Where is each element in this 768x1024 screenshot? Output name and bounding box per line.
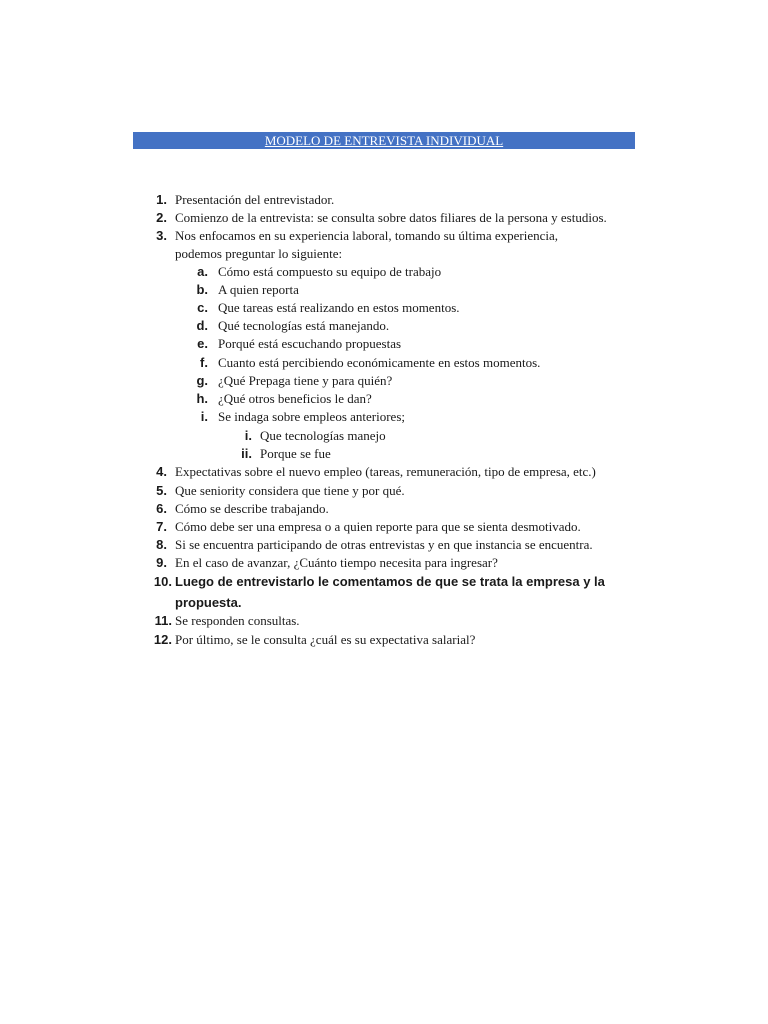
list-text: Se responden consultas. <box>175 613 300 628</box>
list-number: 10. <box>153 574 172 589</box>
list-text: Porqué está escuchando propuestas <box>218 336 402 351</box>
list-number: 2. <box>156 210 167 225</box>
list-letter: i. <box>200 409 208 424</box>
list-letter: f. <box>200 355 208 370</box>
list-number: 7. <box>156 519 167 534</box>
list-letter: d. <box>196 318 208 333</box>
list-roman: i. <box>244 428 252 443</box>
list-number: 5. <box>156 483 167 498</box>
document-title: MODELO DE ENTREVISTA INDIVIDUAL <box>264 133 504 148</box>
list-number: 6. <box>156 501 167 516</box>
list-text: Se indaga sobre empleos anteriores; <box>218 409 405 424</box>
list-number: 1. <box>156 192 167 207</box>
list-text: Que tecnologías manejo <box>260 428 386 443</box>
list-number: 12. <box>153 632 172 647</box>
list-text: Por último, se le consulta ¿cuál es su expectativa salarial? <box>175 632 476 647</box>
list-letter: g. <box>196 373 208 388</box>
list-text: Cómo está compuesto su equipo de trabajo <box>218 264 442 279</box>
list-number: 3. <box>156 228 167 243</box>
list-text: Cómo se describe trabajando. <box>175 501 329 516</box>
list-text: Comienzo de la entrevista: se consulta sobre datos filiares de la persona y estudios. <box>175 210 607 225</box>
list-text: En el caso de avanzar, ¿Cuánto tiempo necesita para ingresar? <box>175 555 498 570</box>
list-number: 4. <box>156 464 167 479</box>
list-text-bold: Luego de entrevistarlo le comentamos de que se trata la empresa y la <box>175 574 605 589</box>
list-text: Qué tecnologías está manejando. <box>218 318 390 333</box>
list-number: 11. <box>154 613 172 628</box>
list-text: A quien reporta <box>218 282 299 297</box>
list-letter: e. <box>197 336 208 351</box>
list-text-bold: propuesta. <box>175 595 242 610</box>
title-bar <box>133 132 635 149</box>
list-text: Porque se fue <box>260 446 331 461</box>
list-number: 9. <box>156 555 167 570</box>
list-text: Cómo debe ser una empresa o a quien reporte para que se sienta desmotivado. <box>175 519 581 534</box>
list-number: 8. <box>156 537 167 552</box>
list-text: ¿Qué Prepaga tiene y para quién? <box>218 373 393 388</box>
list-text: Expectativas sobre el nuevo empleo (tareas, remuneración, tipo de empresa, etc.) <box>175 464 596 479</box>
list-text: Presentación del entrevistador. <box>175 192 335 207</box>
list-letter: c. <box>197 300 208 315</box>
list-text: Que tareas está realizando en estos momentos. <box>218 300 460 315</box>
list-letter: h. <box>196 391 208 406</box>
list-text: Cuanto está percibiendo económicamente en estos momentos. <box>218 355 541 370</box>
list-letter: a. <box>197 264 208 279</box>
list-text: ¿Qué otros beneficios le dan? <box>218 391 372 406</box>
list-letter: b. <box>196 282 208 297</box>
list-text: podemos preguntar lo siguiente: <box>175 246 343 261</box>
list-roman: ii. <box>241 446 252 461</box>
list-text: Nos enfocamos en su experiencia laboral, tomando su última experiencia, <box>175 228 559 243</box>
list-text: Si se encuentra participando de otras entrevistas y en que instancia se encuentra. <box>175 537 593 552</box>
list-text: Que seniority considera que tiene y por qué. <box>175 483 405 498</box>
